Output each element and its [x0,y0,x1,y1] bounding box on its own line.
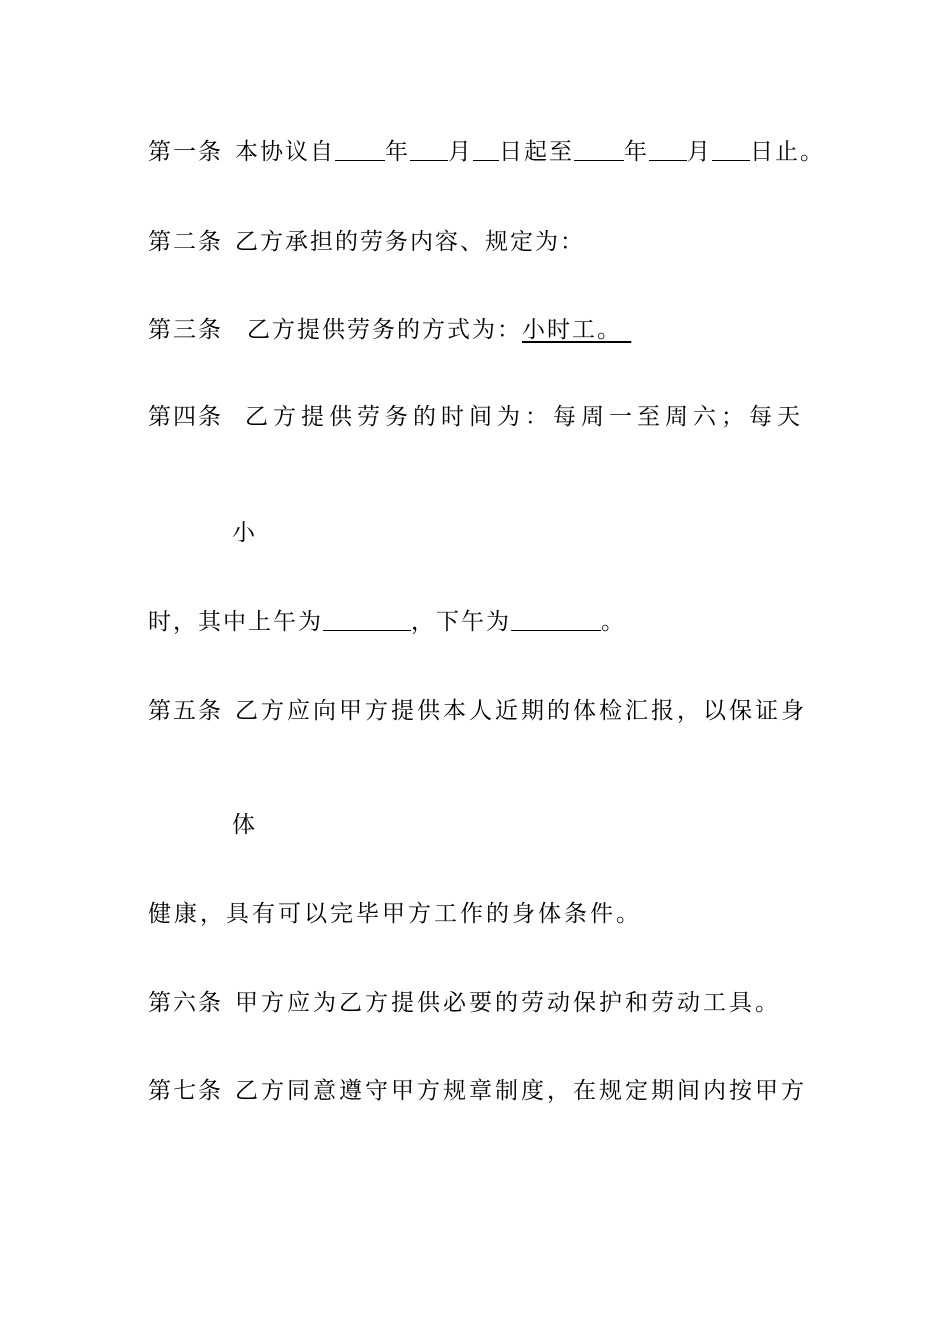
article-1-text-5: 年 [624,139,649,165]
article-2-label: 第二条 [148,229,223,255]
article-5-cont: 健康，具有可以完毕甲方工作的身体条件。 [148,901,642,927]
article-6 [148,988,781,1018]
article-7-label: 第七条 [148,1078,223,1104]
article-4-label: 第四条 [148,404,223,430]
article-5 [148,696,807,726]
day-blank-2 [712,138,750,161]
article-3-label: 第三条 [148,317,223,343]
article-4 [148,402,805,432]
article-5-continued [148,899,642,929]
article-3 [148,315,631,345]
article-5-wrap [232,810,257,840]
article-4-cont-1: 时，其中上午为 [148,609,323,635]
article-3-underlined: 小时工。 [522,317,622,343]
article-6-label: 第六条 [148,990,223,1016]
article-4-text: 乙方提供劳务的时间为：每周一至周六；每天 [245,404,805,430]
year-blank-1 [335,138,385,161]
article-1-text-7: 日止。 [750,139,825,165]
article-1-text-6: 月 [687,139,712,165]
article-4-wrap-text: 小 [232,520,257,546]
article-4-cont-3: 。 [601,609,626,635]
month-blank-2 [649,138,687,161]
afternoon-time-blank [511,608,601,631]
article-1-text-3: 月 [448,139,473,165]
article-5-text: 乙方应向甲方提供本人近期的体检汇报，以保证身 [235,698,807,724]
article-4-cont-2: ，下午为 [411,609,511,635]
article-1-text-1: 本协议自 [235,139,335,165]
article-7-text: 乙方同意遵守甲方规章制度，在规定期间内按甲方 [235,1078,807,1104]
article-1-text-4: 日起至 [499,139,574,165]
day-blank-1 [473,138,499,161]
year-blank-2 [574,138,624,161]
article-1 [148,137,825,167]
article-3-text: 乙方提供劳务的方式为： [247,317,522,343]
article-4-wrap [232,518,257,548]
month-blank-1 [410,138,448,161]
article-1-text-2: 年 [385,139,410,165]
article-5-wrap-text: 体 [232,812,257,838]
article-2 [148,227,585,257]
article-4-continued [148,607,626,637]
article-2-text: 乙方承担的劳务内容、规定为： [235,229,585,255]
article-6-text: 甲方应为乙方提供必要的劳动保护和劳动工具。 [235,990,781,1016]
morning-time-blank [323,608,411,631]
article-7 [148,1076,807,1106]
article-5-label: 第五条 [148,698,223,724]
article-1-label: 第一条 [148,139,223,165]
